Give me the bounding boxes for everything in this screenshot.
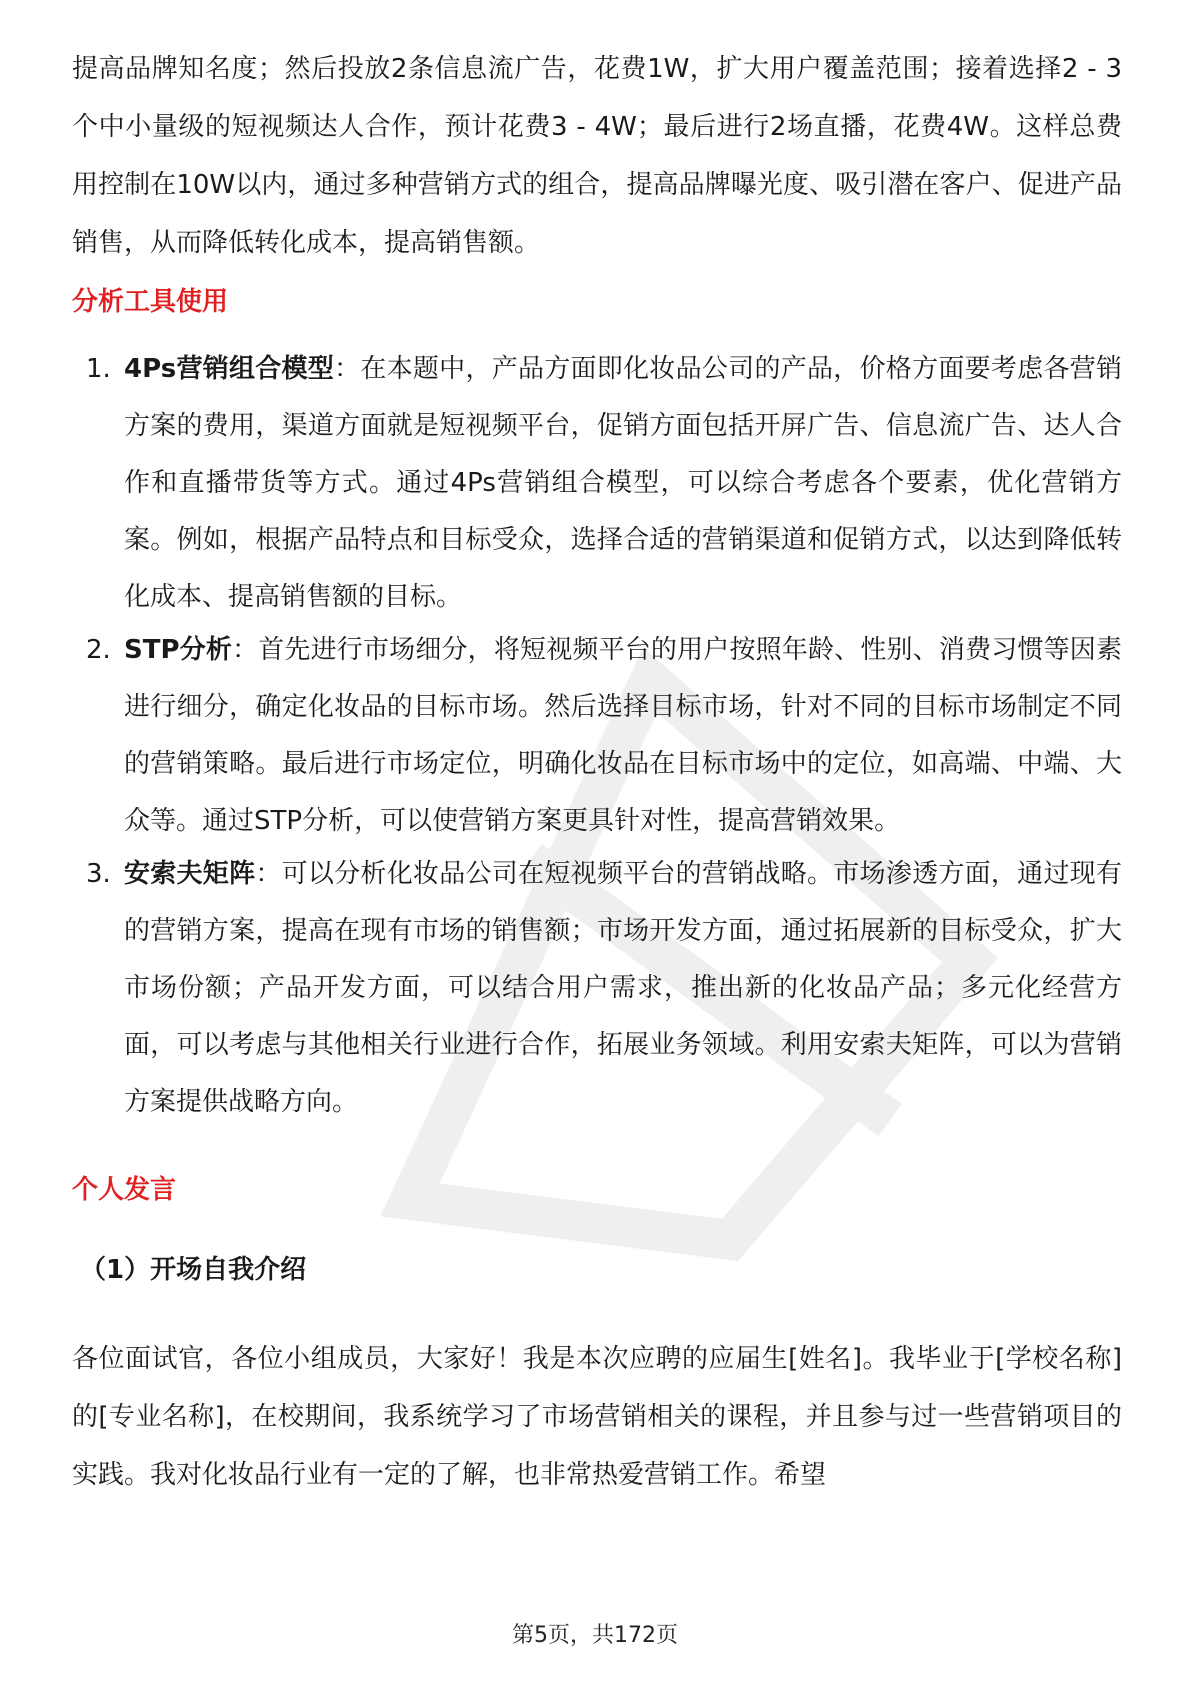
subsection-title: （1）开场自我介绍: [80, 1255, 307, 1285]
list-text: ：可以分析化妆品公司在短视频平台的营销战略。市场渗透方面，通过现有的营销方案，提高在现有市场的销售额；市场开发方面，通过拓展新的目标受众，扩大市场份额；产品开发方面，可以结合用户需求，推出新的化妆品产品；多元化经营方面，可以考虑与其他相关行业进行合作，拓展业务领域。利用安索夫矩阵，可以为营销方案提供战略方向。: [124, 859, 1122, 1117]
list-item: [72, 622, 1122, 850]
tools-list: [72, 341, 1122, 1131]
list-text: ：首先进行市场细分，将短视频平台的用户按照年龄、性别、消费习惯等因素进行细分，确定化妆品的目标市场。然后选择目标市场，针对不同的目标市场制定不同的营销策略。最后进行市场定位，明确化妆品在目标市场中的定位，如高端、中端、大众等。通过STP分析，可以使营销方案更具针对性，提高营销效果。: [124, 635, 1122, 836]
section-title-tools: 分析工具使用: [72, 287, 229, 317]
list-term: STP分析: [124, 635, 233, 665]
list-term: 4Ps营销组合模型: [124, 354, 335, 384]
page-footer: 第5页，共172页: [512, 1623, 678, 1648]
section-title-speech: 个人发言: [72, 1175, 177, 1205]
intro-paragraph: 提高品牌知名度；然后投放2条信息流广告，花费1W，扩大用户覆盖范围；接着选择2 - 3个中小量级的短视频达人合作，预计花费3 - 4W；最后进行2场直播，花费4W。这样总费用控制在10W以内，通过多种营销方式的组合，提高品牌曝光度、吸引潜在客户、促进产品销售，从而降低转化成本，提高销售额。: [72, 54, 1122, 258]
list-item: [72, 846, 1122, 1131]
list-item: [72, 341, 1122, 626]
list-number: 1.: [86, 354, 111, 384]
list-term: 安索夫矩阵: [124, 859, 256, 889]
speech-paragraph: 各位面试官，各位小组成员，大家好！我是本次应聘的应届生[姓名]。我毕业于[学校名称]的[专业名称]，在校期间，我系统学习了市场营销相关的课程，并且参与过一些营销项目的实践。我对化妆品行业有一定的了解，也非常热爱营销工作。希望: [72, 1344, 1122, 1490]
list-number: 2.: [86, 635, 111, 665]
list-text: ：在本题中，产品方面即化妆品公司的产品，价格方面要考虑各营销方案的费用，渠道方面就是短视频平台，促销方面包括开屏广告、信息流广告、达人合作和直播带货等方式。通过4Ps营销组合模型，可以综合考虑各个要素，优化营销方案。例如，根据产品特点和目标受众，选择合适的营销渠道和促销方式，以达到降低转化成本、提高销售额的目标。: [124, 354, 1122, 612]
list-number: 3.: [86, 859, 111, 889]
